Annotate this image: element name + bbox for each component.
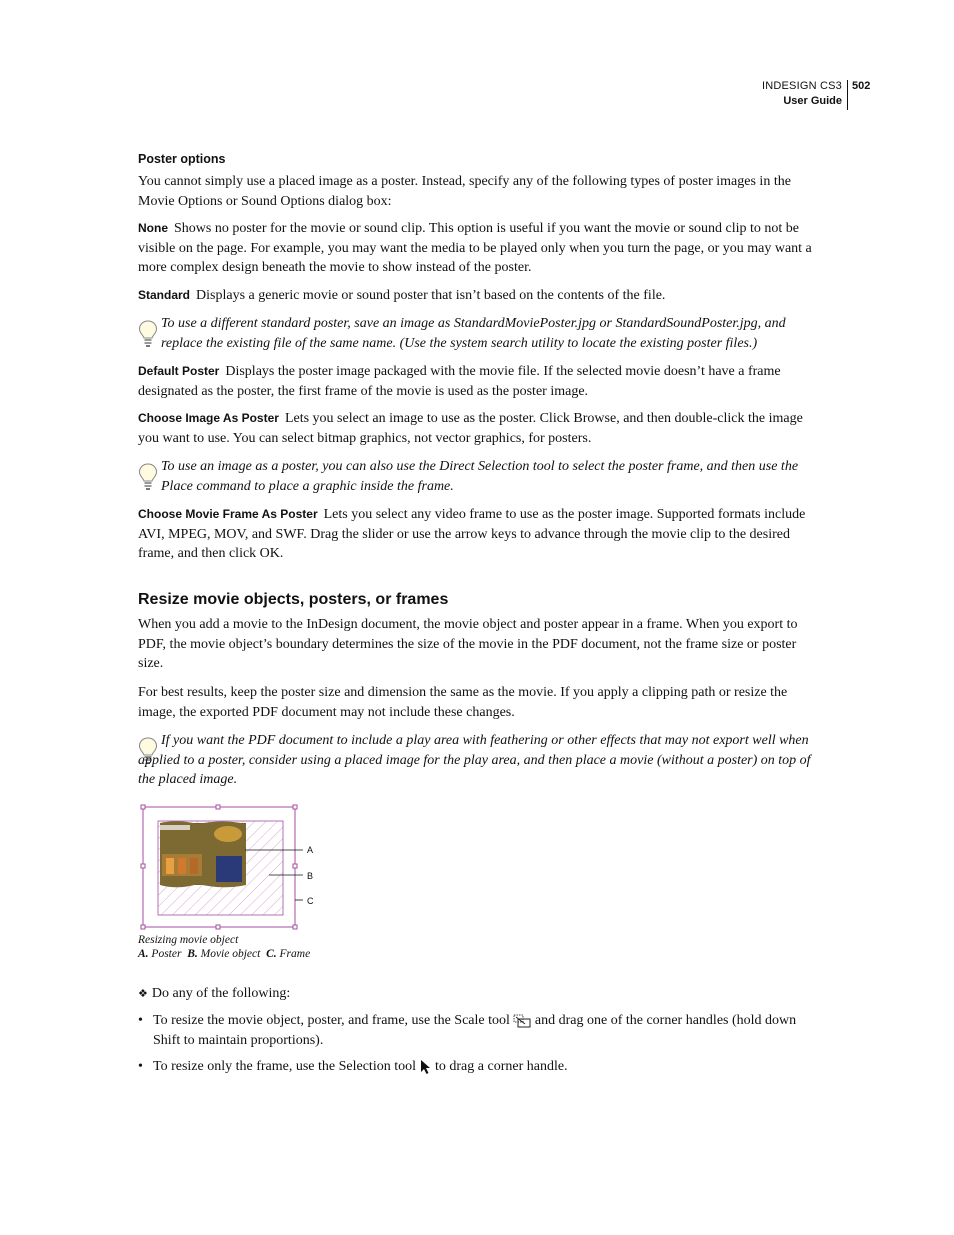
option-none-term: None (138, 221, 168, 235)
caption-a: Poster (151, 948, 182, 960)
procedure-step (138, 984, 814, 1004)
resize-heading: Resize movie objects, posters, or frames (138, 591, 449, 608)
caption-b: Movie object (200, 948, 261, 960)
caption-c-key: C. (266, 948, 277, 960)
bullet1-text-before: To resize the movie object, poster, and frame, use the Scale tool (153, 1013, 510, 1028)
selection-tool-icon (420, 1059, 432, 1075)
resize-para1-block (138, 615, 814, 674)
option-none-text: Shows no poster for the movie or sound clip. This option is useful if you want the movie or sound clip to not be visible on the page. For example, you may want the media to be played only when you turn the page, or you may want a more complex design beneath the movie to show instead of the poster. (138, 221, 812, 276)
tip-play-area-text: If you want the PDF document to include a play area with feathering or other effects that may not export well when applied to a poster, consider using a placed image for the play area, and then place a movie (without a poster) on top of the placed image. (138, 733, 811, 788)
caption-title: Resizing movie object (138, 934, 239, 946)
bullet2-text-after: to drag a corner handle. (435, 1059, 568, 1074)
figure-caption (138, 933, 814, 961)
tip-play-area (138, 731, 814, 790)
resize-para2: For best results, keep the poster size and dimension the same as the movie. If you apply a clipping path or resize the image, the exported PDF document may not include these changes. (138, 685, 788, 720)
option-standard (138, 286, 814, 306)
resize-heading-block (138, 591, 814, 609)
bullet-dot: • (138, 1059, 143, 1074)
figure-label-a: A (307, 845, 314, 855)
option-none (138, 219, 814, 278)
tip-direct-selection (161, 457, 814, 496)
bullet-selection-tool (138, 1057, 814, 1077)
caption-c: Frame (279, 948, 311, 960)
header-divider (847, 80, 848, 110)
option-default-poster-text: Displays the poster image packaged with the movie file. If the selected movie doesn’t have a frame designated as the poster, the first frame of the movie is used as the poster image. (138, 364, 781, 399)
resize-para2-block (138, 683, 814, 722)
bullet-dot: • (138, 1013, 143, 1028)
scale-tool-icon (513, 1014, 531, 1028)
bullet2-text-before: To resize only the frame, use the Selection tool (153, 1059, 416, 1074)
option-standard-text: Displays a generic movie or sound poster that isn’t based on the contents of the file. (196, 288, 666, 303)
poster-options-intro: You cannot simply use a placed image as a poster. Instead, specify any of the following types of poster images in the Movie Options or Sound Options dialog box: (138, 174, 791, 209)
option-choose-frame-text: Lets you select any video frame to use as the poster image. Supported formats include AVI, MPEG, MOV, and SWF. Drag the slider or use the arrow keys to advance through the movie clip to the desired frame, and then click OK. (138, 507, 806, 562)
caption-b-key: B. (187, 948, 198, 960)
step-marker: ❖ (138, 987, 148, 1000)
option-choose-image-term: Choose Image As Poster (138, 411, 279, 425)
option-standard-term: Standard (138, 288, 191, 302)
step-text: Do any of the following: (151, 986, 291, 1001)
running-header (762, 79, 842, 109)
poster-options-heading-block (138, 152, 814, 166)
option-default-poster (138, 362, 814, 401)
bullet-scale-tool (138, 1011, 814, 1050)
option-choose-frame (138, 505, 814, 564)
resize-movie-figure (138, 802, 328, 932)
poster-image (160, 821, 246, 887)
tip-direct-selection-text: To use an image as a poster, you can also use the Direct Selection tool to select the poster frame, and then use the Place command to place a graphic inside the frame. (161, 459, 799, 494)
caption-a-key: A. (138, 948, 149, 960)
bullet1-text-after: and drag one of the corner handles (hold down Shift to maintain proportions). (153, 1013, 797, 1048)
poster-options-intro-block (138, 172, 814, 211)
option-choose-image (138, 409, 814, 448)
figure-label-c: C (307, 896, 314, 906)
page-number: 502 (852, 80, 871, 92)
tip-standard-poster (161, 314, 814, 353)
option-default-poster-term: Default Poster (138, 364, 220, 378)
option-choose-image-text: Lets you select an image to use as the poster. Click Browse, and then double-click the image you want to use. You can select bitmap graphics, not vector graphics, for posters. (138, 411, 803, 446)
guide-name: User Guide (783, 95, 842, 107)
lightbulb-tip-icon (138, 463, 158, 491)
poster-options-heading: Poster options (138, 152, 226, 166)
product-name: INDESIGN CS3 (761, 80, 842, 92)
figure-label-b: B (307, 871, 314, 881)
caption-legend (138, 947, 814, 961)
tip-standard-poster-text: To use a different standard poster, save an image as StandardMoviePoster.jpg or StandardSoundPoster.jpg, and replace the existing file of the same name. (Use the system search utility to locate the existing poster files.) (161, 316, 786, 351)
resize-para1: When you add a movie to the InDesign document, the movie object and poster appear in a frame. When you export to PDF, the movie object’s boundary determines the size of the movie in the PDF document, not the frame size or poster size. (138, 617, 798, 672)
lightbulb-tip-icon (138, 320, 158, 348)
option-choose-frame-term: Choose Movie Frame As Poster (138, 507, 318, 521)
